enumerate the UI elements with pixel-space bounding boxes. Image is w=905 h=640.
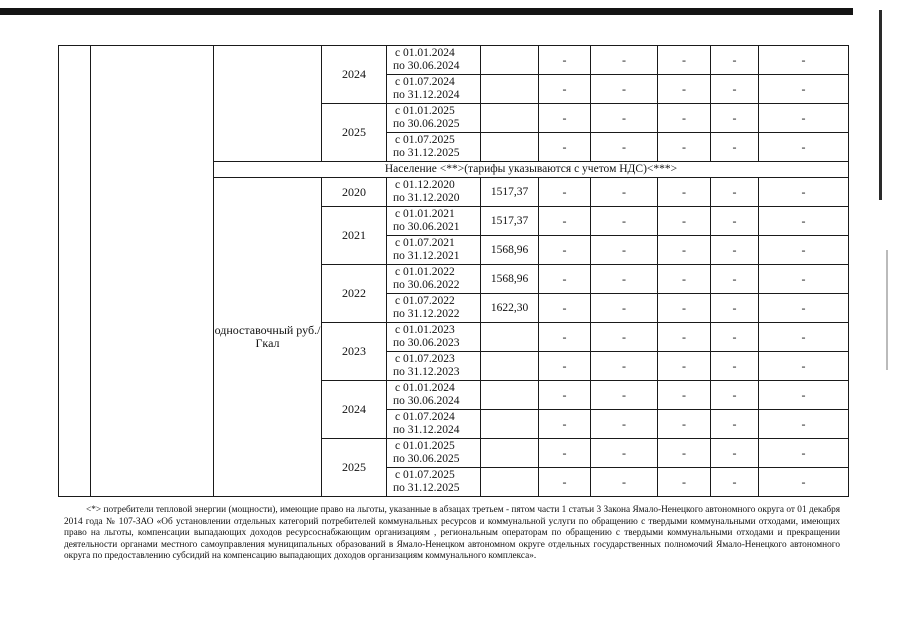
period-to: по 31.12.2020 — [393, 192, 460, 204]
period-from: с 01.01.2025 — [395, 440, 455, 452]
dash-cell: - — [591, 381, 658, 410]
dash-cell: - — [658, 236, 711, 265]
dash-cell: - — [539, 46, 591, 75]
dash-cell: - — [539, 133, 591, 162]
period-from: с 01.01.2021 — [395, 208, 455, 220]
tariff-value-cell: 1568,96 — [481, 265, 539, 294]
period-cell — [387, 104, 481, 133]
year-cell: 2025 — [322, 439, 387, 497]
tariff-value-cell — [481, 468, 539, 497]
dash-cell: - — [759, 104, 849, 133]
scan-right-edge — [879, 10, 882, 200]
tariff-value-cell: 1622,30 — [481, 294, 539, 323]
dash-cell: - — [539, 178, 591, 207]
period-to: по 31.12.2021 — [393, 250, 460, 262]
period-from: с 01.07.2024 — [395, 76, 455, 88]
dash-cell: - — [591, 178, 658, 207]
dash-cell: - — [759, 265, 849, 294]
dash-cell: - — [759, 207, 849, 236]
period-from: с 01.07.2025 — [395, 469, 455, 481]
dash-cell: - — [759, 75, 849, 104]
dash-cell: - — [539, 75, 591, 104]
dash-cell: - — [658, 352, 711, 381]
margin-column-cell — [59, 46, 91, 497]
period-cell — [387, 323, 481, 352]
dash-cell: - — [658, 381, 711, 410]
tariff-value-cell — [481, 323, 539, 352]
dash-cell: - — [759, 178, 849, 207]
dash-cell: - — [658, 439, 711, 468]
period-from: с 01.07.2025 — [395, 134, 455, 146]
scan-top-bar — [0, 8, 853, 15]
dash-cell: - — [539, 381, 591, 410]
period-to: по 30.06.2024 — [393, 395, 460, 407]
period-cell — [387, 178, 481, 207]
scan-right-edge-faint — [886, 250, 888, 370]
year-cell: 2024 — [322, 381, 387, 439]
dash-cell: - — [711, 265, 759, 294]
dash-cell: - — [539, 265, 591, 294]
period-to: по 31.12.2022 — [393, 308, 460, 320]
period-cell — [387, 439, 481, 468]
dash-cell: - — [658, 46, 711, 75]
period-from: с 01.12.2020 — [395, 179, 455, 191]
dash-cell: - — [539, 104, 591, 133]
tariff-type-cell: одноставочный руб./Гкал — [214, 178, 322, 497]
year-cell: 2022 — [322, 265, 387, 323]
tariff-value-cell — [481, 104, 539, 133]
period-cell — [387, 265, 481, 294]
year-cell: 2024 — [322, 46, 387, 104]
dash-cell: - — [591, 410, 658, 439]
period-cell — [387, 352, 481, 381]
dash-cell: - — [711, 178, 759, 207]
tariff-value-cell — [481, 352, 539, 381]
period-cell — [387, 381, 481, 410]
dash-cell: - — [591, 133, 658, 162]
dash-cell: - — [658, 207, 711, 236]
dash-cell: - — [759, 323, 849, 352]
upper-group-cell — [214, 46, 322, 162]
dash-cell: - — [711, 75, 759, 104]
dash-cell: - — [539, 207, 591, 236]
year-cell: 2023 — [322, 323, 387, 381]
period-from: с 01.07.2022 — [395, 295, 455, 307]
period-to: по 31.12.2023 — [393, 366, 460, 378]
period-from: с 01.01.2025 — [395, 105, 455, 117]
dash-cell: - — [711, 207, 759, 236]
dash-cell: - — [759, 352, 849, 381]
dash-cell: - — [539, 294, 591, 323]
dash-cell: - — [759, 236, 849, 265]
dash-cell: - — [759, 410, 849, 439]
dash-cell: - — [711, 439, 759, 468]
period-to: по 31.12.2024 — [393, 424, 460, 436]
dash-cell: - — [711, 381, 759, 410]
population-header: Население <**>(тарифы указываются с учетом НДС)<***> — [214, 162, 849, 178]
period-to: по 30.06.2025 — [393, 118, 460, 130]
period-to: по 30.06.2024 — [393, 60, 460, 72]
dash-cell: - — [658, 104, 711, 133]
dash-cell: - — [711, 133, 759, 162]
dash-cell: - — [759, 439, 849, 468]
footnote-text: <*> потребители тепловой энергии (мощности), имеющие право на льготы, указанные в абзацах третьем - пятом части 1 статьи 3 Закона Ямало-Ненецкого автономного округа от 01 декабря 2014 года № 107-ЗАО «Об установлении отдельных категорий потребителей коммунальных ресурсов и коммунальной услуги по обращению с твердыми коммунальными отходами, имеющих право на льготы, компенсации выпадающих доходов ресурсоснабжающим организациям , региональным операторам по обращению с твердыми коммунальными отходами и прекращении деятельности органами местного самоуправления муниципальных образований в Ямало-Ненецком автономном округе отдельных государственных полномочий Ямало-Ненецкого автономного округа по предоставлению субсидий на компенсацию выпадающих доходов организациям коммунального комплекса». — [64, 505, 840, 562]
dash-cell: - — [539, 352, 591, 381]
period-from: с 01.07.2021 — [395, 237, 455, 249]
dash-cell: - — [711, 323, 759, 352]
dash-cell: - — [539, 236, 591, 265]
period-from: с 01.01.2024 — [395, 382, 455, 394]
period-from: с 01.07.2023 — [395, 353, 455, 365]
dash-cell: - — [539, 468, 591, 497]
dash-cell: - — [591, 439, 658, 468]
period-to: по 31.12.2025 — [393, 147, 460, 159]
dash-cell: - — [591, 75, 658, 104]
dash-cell: - — [539, 439, 591, 468]
period-cell — [387, 410, 481, 439]
dash-cell: - — [591, 207, 658, 236]
dash-cell: - — [539, 323, 591, 352]
dash-cell: - — [759, 133, 849, 162]
table-row — [59, 46, 849, 75]
dash-cell: - — [711, 294, 759, 323]
dash-cell: - — [591, 468, 658, 497]
dash-cell: - — [658, 133, 711, 162]
dash-cell: - — [759, 381, 849, 410]
tariff-value-cell: 1517,37 — [481, 178, 539, 207]
dash-cell: - — [759, 468, 849, 497]
year-cell: 2021 — [322, 207, 387, 265]
period-cell — [387, 468, 481, 497]
tariff-value-cell — [481, 46, 539, 75]
tariff-value-cell — [481, 410, 539, 439]
dash-cell: - — [658, 265, 711, 294]
dash-cell: - — [711, 410, 759, 439]
dash-cell: - — [658, 323, 711, 352]
period-to: по 30.06.2025 — [393, 453, 460, 465]
period-to: по 30.06.2023 — [393, 337, 460, 349]
tariff-value-cell — [481, 133, 539, 162]
tariff-value-cell: 1568,96 — [481, 236, 539, 265]
tariff-value-cell — [481, 75, 539, 104]
tariff-value-cell — [481, 439, 539, 468]
period-from: с 01.07.2024 — [395, 411, 455, 423]
dash-cell: - — [658, 468, 711, 497]
dash-cell: - — [591, 265, 658, 294]
dash-cell: - — [759, 46, 849, 75]
period-from: с 01.01.2022 — [395, 266, 455, 278]
period-cell — [387, 46, 481, 75]
dash-cell: - — [658, 178, 711, 207]
period-to: по 30.06.2021 — [393, 221, 460, 233]
dash-cell: - — [591, 352, 658, 381]
dash-cell: - — [591, 294, 658, 323]
dash-cell: - — [658, 75, 711, 104]
dash-cell: - — [591, 46, 658, 75]
tariff-value-cell — [481, 381, 539, 410]
year-cell: 2020 — [322, 178, 387, 207]
period-to: по 30.06.2022 — [393, 279, 460, 291]
tariff-table — [58, 45, 849, 497]
period-cell — [387, 207, 481, 236]
dash-cell: - — [711, 468, 759, 497]
dash-cell: - — [591, 104, 658, 133]
period-cell — [387, 133, 481, 162]
period-cell — [387, 75, 481, 104]
dash-cell: - — [658, 294, 711, 323]
year-cell: 2025 — [322, 104, 387, 162]
period-from: с 01.01.2024 — [395, 47, 455, 59]
dash-cell: - — [711, 46, 759, 75]
period-to: по 31.12.2025 — [393, 482, 460, 494]
dash-cell: - — [658, 410, 711, 439]
dash-cell: - — [539, 410, 591, 439]
period-cell — [387, 294, 481, 323]
dash-cell: - — [711, 352, 759, 381]
dash-cell: - — [759, 294, 849, 323]
dash-cell: - — [711, 236, 759, 265]
period-to: по 31.12.2024 — [393, 89, 460, 101]
dash-cell: - — [591, 236, 658, 265]
category-column-cell — [91, 46, 214, 497]
period-cell — [387, 236, 481, 265]
dash-cell: - — [711, 104, 759, 133]
dash-cell: - — [591, 323, 658, 352]
period-from: с 01.01.2023 — [395, 324, 455, 336]
tariff-value-cell: 1517,37 — [481, 207, 539, 236]
